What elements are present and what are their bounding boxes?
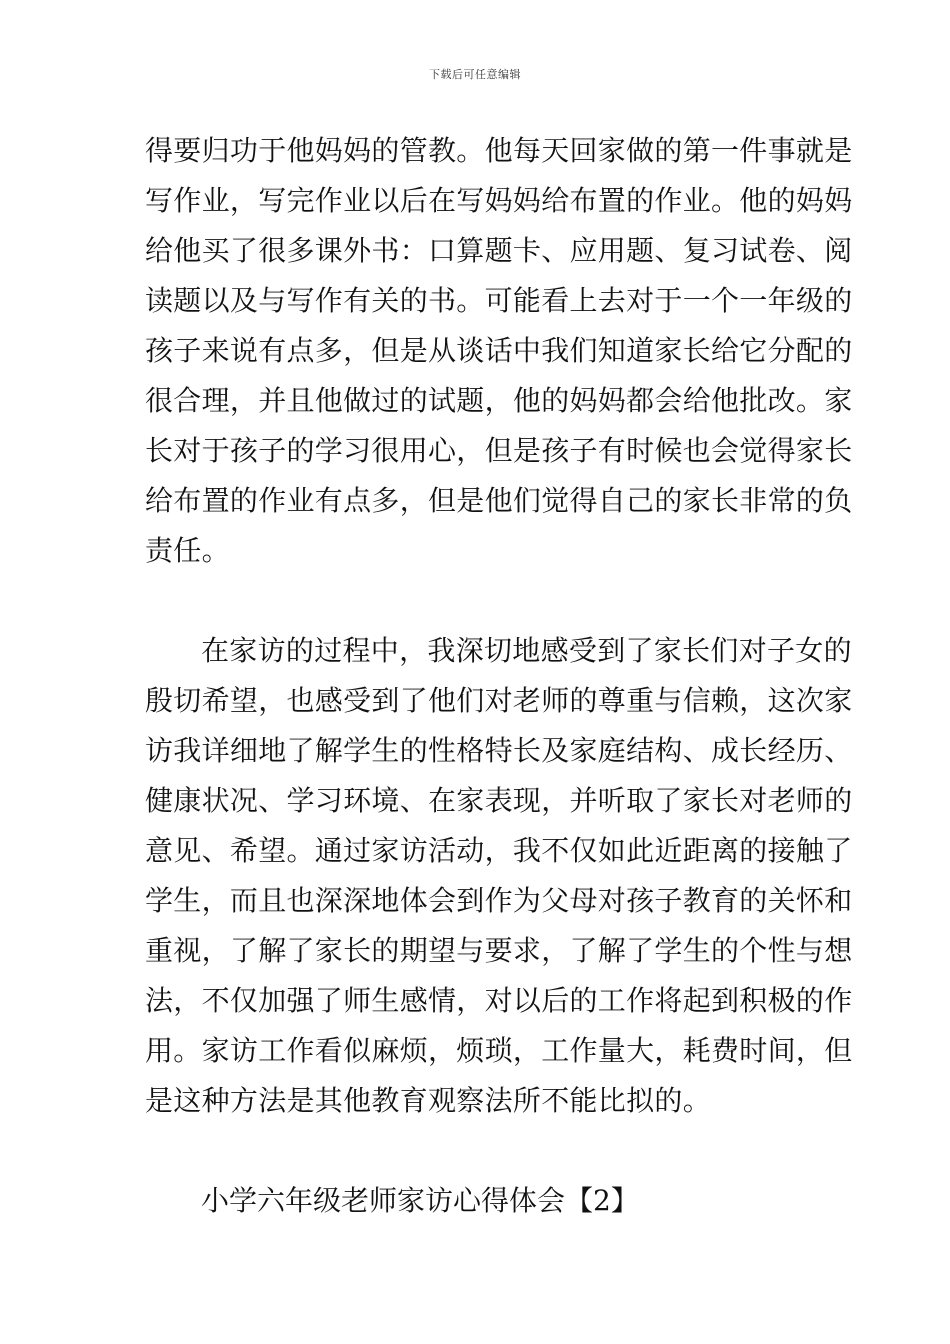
paragraph-line: 给布置的作业有点多，但是他们觉得自己的家长非常的负 — [145, 484, 853, 517]
document-body — [145, 126, 853, 1226]
paragraph-line: 读题以及与写作有关的书。可能看上去对于一个一年级的 — [145, 284, 853, 317]
paragraph-line: 殷切希望，也感受到了他们对老师的尊重与信赖，这次家 — [145, 684, 853, 717]
paragraph-line: 得要归功于他妈妈的管教。他每天回家做的第一件事就是 — [145, 134, 853, 167]
paragraph-line: 法，不仅加强了师生感情，对以后的工作将起到积极的作 — [145, 984, 853, 1017]
paragraph-spacer — [145, 576, 810, 626]
header-note: 下载后可任意编辑 — [429, 68, 521, 81]
paragraph-line: 访我详细地了解学生的性格特长及家庭结构、成长经历、 — [145, 734, 853, 767]
paragraph-line: 用。家访工作看似麻烦，烦琐，工作量大，耗费时间，但 — [145, 1034, 853, 1067]
paragraph-line: 意见、希望。通过家访活动，我不仅如此近距离的接触了 — [145, 834, 853, 867]
paragraph-spacer — [145, 1126, 810, 1176]
paragraph-line: 长对于孩子的学习很用心，但是孩子有时候也会觉得家长 — [145, 434, 853, 467]
paragraph-line: 重视，了解了家长的期望与要求，了解了学生的个性与想 — [145, 934, 853, 967]
paragraph-line: 给他买了很多课外书：口算题卡、应用题、复习试卷、阅 — [145, 234, 853, 267]
paragraph-line: 很合理，并且他做过的试题，他的妈妈都会给他批改。家 — [145, 384, 853, 417]
paragraph-1 — [145, 126, 853, 576]
paragraph-line: 健康状况、学习环境、在家表现，并听取了家长对老师的 — [145, 784, 853, 817]
paragraph-line: 孩子来说有点多，但是从谈话中我们知道家长给它分配的 — [145, 334, 853, 367]
paragraph-line: 在家访的过程中，我深切地感受到了家长们对子女的 — [201, 634, 852, 667]
paragraph-line: 是这种方法是其他教育观察法所不能比拟的。 — [145, 1084, 712, 1117]
paragraph-line: 写作业，写完作业以后在写妈妈给布置的作业。他的妈妈 — [145, 184, 853, 217]
paragraph-line: 学生，而且也深深地体会到作为父母对孩子教育的关怀和 — [145, 884, 853, 917]
paragraph-2 — [145, 626, 853, 1126]
paragraph-line: 责任。 — [145, 534, 230, 567]
section-title: 小学六年级老师家访心得体会【2】 — [201, 1184, 639, 1217]
